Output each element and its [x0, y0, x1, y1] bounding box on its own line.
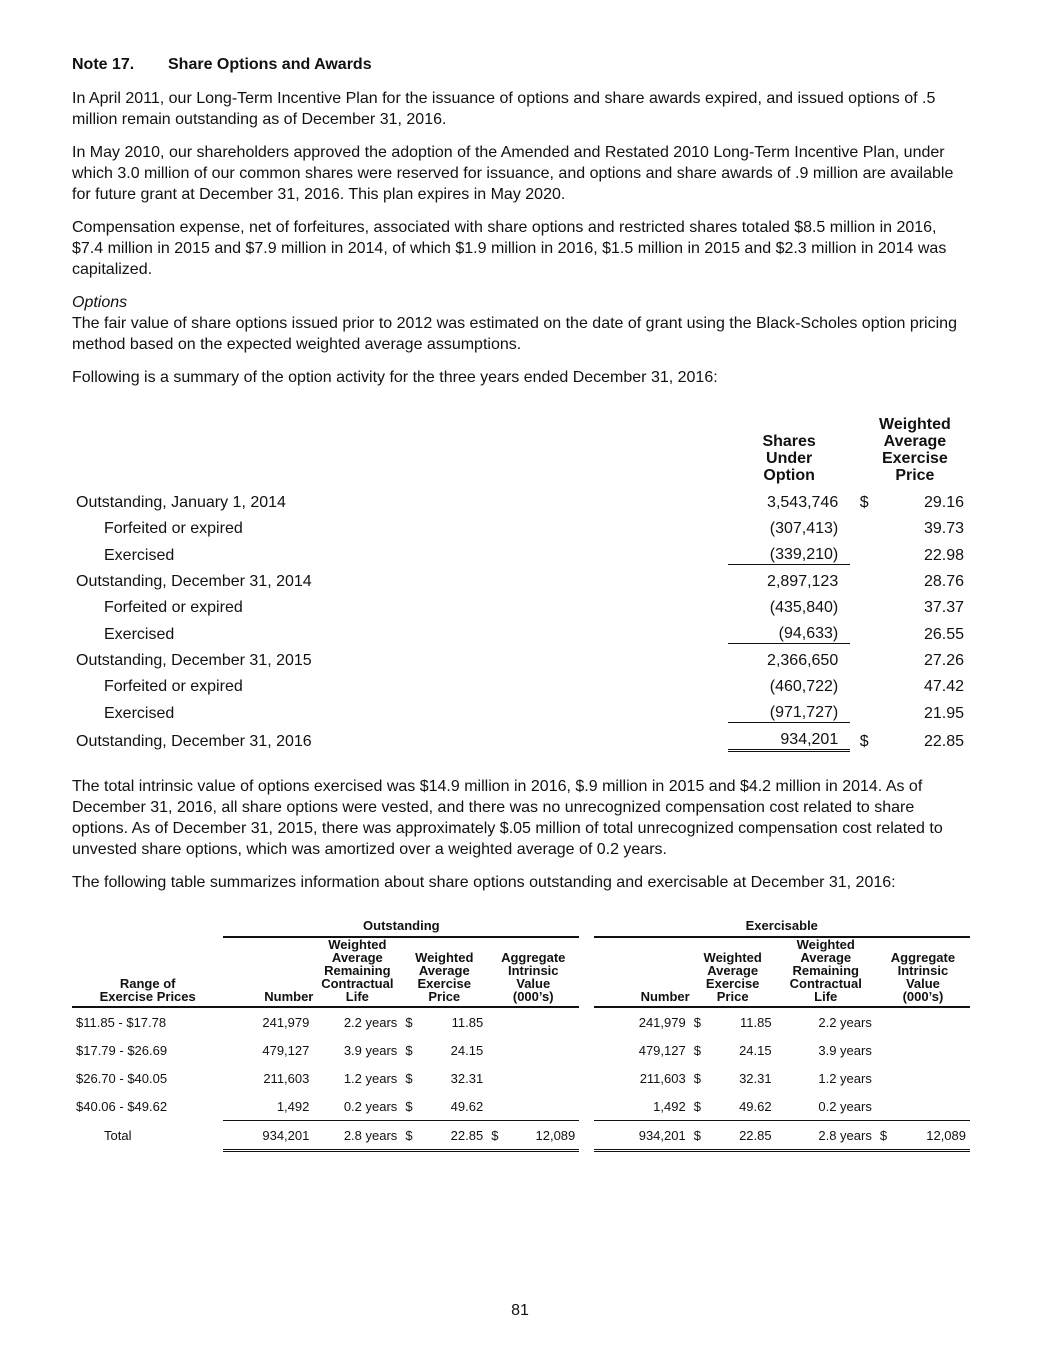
outstanding-number: 934,201: [223, 1121, 313, 1151]
weighted-average-price: 22.85: [923, 732, 964, 750]
currency-symbol: [860, 565, 878, 592]
exercisable-life: 1.2 years: [818, 1070, 872, 1086]
option-activity-table: [72, 416, 970, 752]
shares-under-option: 2,366,650: [728, 644, 850, 671]
spacer: [579, 1121, 593, 1151]
spacer: [579, 1007, 593, 1036]
row-label: Exercised: [104, 704, 175, 722]
exercisable-price: 11.85: [740, 1014, 772, 1030]
currency-symbol: $: [690, 1121, 713, 1151]
activity-row: [72, 644, 970, 671]
currency-symbol: [860, 696, 878, 723]
outstanding-number: 241,979: [262, 1014, 310, 1030]
outstanding-number: 211,603: [263, 1070, 310, 1086]
shares-under-option: 3,543,746: [767, 494, 839, 511]
range-cell: $26.70 - $40.05: [76, 1070, 168, 1086]
weighted-average-price: 22.98: [923, 546, 964, 564]
paragraph-plan-expired: In April 2011, our Long-Term Incentive Plan for the issuance of options and share awards expired, and issued options of .5 million remain outstanding as of December 31, 2016.: [72, 90, 936, 128]
currency-symbol: $: [487, 1121, 510, 1151]
currency-symbol: [876, 1007, 899, 1036]
shares-under-option: (435,840): [769, 599, 839, 616]
currency-symbol: $: [405, 1014, 413, 1030]
spacer: [579, 1064, 593, 1092]
exercisable-number: 211,603: [639, 1070, 686, 1086]
exercisable-price: 22.85: [712, 1121, 775, 1151]
paragraph-plan-2010: In May 2010, our shareholders approved the adoption of the Amended and Restated 2010 Long-Term Incentive Plan, under which 3.0 million of our common shares were reserved for issuance, and options and share awards of .9 million are available for future grant at December 31, 2016. This plan expires in May 2020.: [72, 144, 954, 203]
currency-symbol: [487, 1007, 510, 1036]
paragraph-compensation: Compensation expense, net of forfeitures, associated with share options and restricted shares totaled $8.5 million in 2016, $7.4 million in 2015 and $7.9 million in 2014, of which $1.9 million in 2016, $1.5 million in 2015 and $2.3 million in 2014 was capitalized.: [72, 219, 947, 278]
shares-under-option: 934,201: [728, 723, 850, 751]
note-number: Note 17.: [72, 56, 135, 73]
range-row: [72, 1064, 970, 1092]
row-label: Exercised: [104, 546, 175, 564]
row-label: Outstanding, January 1, 2014: [76, 494, 286, 511]
exercisable-number: 479,127: [638, 1042, 686, 1058]
exercisable-price: 32.31: [739, 1070, 772, 1086]
outstanding-intrinsic: [510, 1092, 580, 1121]
currency-symbol: [487, 1064, 510, 1092]
shares-under-option: 2,897,123: [728, 565, 850, 592]
document-page: [72, 52, 970, 1152]
activity-row: [72, 591, 970, 617]
header-o-number: Number: [223, 937, 313, 1007]
outstanding-intrinsic: [510, 1007, 580, 1036]
weighted-average-price: 26.55: [923, 625, 964, 643]
activity-row: [72, 696, 970, 723]
currency-symbol: [860, 591, 878, 617]
paragraph-intrinsic-value: The total intrinsic value of options exercised was $14.9 million in 2016, $.9 million in 2015 and $4.2 million in 2014. As of December 31, 2016, all share options were vested, and there was no unrecognized compensation cost related to share options. As of December 31, 2015, there was approximately $.05 million of total unrecognized compensation cost related to unvested share options, which was amortized over a weighted average of 0.2 years.: [72, 778, 943, 858]
currency-symbol: [860, 644, 878, 671]
currency-symbol: [860, 670, 878, 696]
outstanding-life: 1.2 years: [343, 1070, 398, 1086]
exercisable-price: 49.62: [739, 1098, 772, 1114]
currency-symbol: $: [401, 1121, 424, 1151]
header-shares-under-option: Shares Under Option: [762, 433, 816, 484]
currency-symbol: [876, 1092, 899, 1121]
range-row: [72, 1036, 970, 1064]
exercisable-intrinsic: [898, 1064, 970, 1092]
header-weighted-average-exercise-price: Weighted Average Exercise Price: [879, 416, 951, 484]
outstanding-intrinsic: [510, 1036, 580, 1064]
activity-row: [72, 670, 970, 696]
header-o-intrinsic: Aggregate Intrinsic Value (000’s): [487, 937, 579, 1007]
outstanding-price: 22.85: [424, 1121, 487, 1151]
exercisable-intrinsic: 12,089: [898, 1121, 970, 1151]
range-row: [72, 1092, 970, 1121]
header-e-intrinsic: Aggregate Intrinsic Value (000’s): [876, 937, 970, 1007]
currency-symbol: [487, 1036, 510, 1064]
outstanding-life: 3.9 years: [343, 1042, 398, 1058]
exercisable-intrinsic: [898, 1007, 970, 1036]
shares-under-option: (339,210): [769, 546, 839, 563]
outstanding-intrinsic: [510, 1064, 580, 1092]
header-o-life: Weighted Average Remaining Contractual Life: [313, 937, 401, 1007]
spacer: [579, 1036, 593, 1064]
weighted-average-price: 21.95: [923, 704, 964, 722]
activity-row: [72, 723, 970, 751]
activity-row: [72, 486, 970, 512]
outstanding-number: 1,492: [276, 1098, 310, 1114]
row-label: Forfeited or expired: [104, 678, 243, 695]
exercisable-intrinsic: [898, 1036, 970, 1064]
activity-row: [72, 512, 970, 538]
range-cell: $11.85 - $17.78: [76, 1014, 167, 1030]
row-label: Forfeited or expired: [104, 520, 243, 537]
options-subheading: Options: [72, 294, 128, 311]
outstanding-life: 0.2 years: [343, 1098, 398, 1114]
currency-symbol: $: [693, 1070, 701, 1086]
header-e-number: Number: [594, 937, 690, 1007]
paragraph-activity-intro: Following is a summary of the option activity for the three years ended December 31, 2016:: [72, 369, 718, 386]
exercisable-life: 2.2 years: [818, 1014, 872, 1030]
weighted-average-price: 28.76: [923, 573, 964, 590]
outstanding-price: 49.62: [450, 1098, 484, 1114]
weighted-average-price: 37.37: [923, 599, 964, 616]
row-label: Outstanding, December 31, 2014: [76, 573, 312, 590]
currency-symbol: $: [693, 1098, 701, 1114]
exercisable-price: 24.15: [739, 1042, 772, 1058]
outstanding-price: 11.85: [451, 1014, 484, 1030]
group-outstanding: Outstanding: [223, 919, 579, 937]
range-row: [72, 1007, 970, 1036]
exercisable-number: 1,492: [653, 1098, 686, 1114]
paragraph-fair-value: The fair value of share options issued prior to 2012 was estimated on the date of grant using the Black-Scholes option pricing method based on the expected weighted average assumptions.: [72, 315, 957, 353]
currency-symbol: $: [405, 1098, 413, 1114]
activity-row: [72, 538, 970, 565]
currency-symbol: $: [859, 494, 869, 511]
outstanding-number: 479,127: [262, 1042, 310, 1058]
shares-under-option: (971,727): [769, 704, 839, 721]
currency-symbol: $: [693, 1014, 701, 1030]
weighted-average-price: 39.73: [923, 520, 964, 537]
range-cell: $40.06 - $49.62: [76, 1098, 168, 1114]
currency-symbol: [860, 512, 878, 538]
outstanding-price: 24.15: [450, 1042, 484, 1058]
row-label: Exercised: [104, 625, 175, 643]
weighted-average-price: 47.42: [923, 678, 964, 695]
currency-symbol: [876, 1064, 899, 1092]
weighted-average-price: 29.16: [923, 494, 964, 511]
header-e-price: Weighted Average Exercise Price: [690, 937, 776, 1007]
currency-symbol: [487, 1092, 510, 1121]
row-label: Outstanding, December 31, 2015: [76, 652, 312, 669]
note-title: Share Options and Awards: [168, 56, 372, 73]
shares-under-option: (460,722): [769, 678, 839, 695]
exercisable-number: 934,201: [594, 1121, 690, 1151]
outstanding-price: 32.31: [450, 1070, 484, 1086]
currency-symbol: $: [859, 732, 869, 750]
currency-symbol: [876, 1036, 899, 1064]
range-cell: $17.79 - $26.69: [76, 1042, 168, 1058]
header-range: Range of Exercise Prices: [72, 937, 223, 1007]
exercisable-life: 0.2 years: [818, 1098, 872, 1114]
outstanding-life: 2.2 years: [343, 1014, 398, 1030]
header-o-price: Weighted Average Exercise Price: [401, 937, 487, 1007]
row-label: Forfeited or expired: [104, 599, 243, 616]
exercisable-life: 2.8 years: [776, 1121, 876, 1151]
currency-symbol: $: [693, 1042, 701, 1058]
currency-symbol: $: [876, 1121, 899, 1151]
exercisable-intrinsic: [898, 1092, 970, 1121]
activity-row: [72, 617, 970, 644]
currency-symbol: [860, 538, 878, 565]
shares-under-option: (307,413): [769, 520, 839, 537]
options-outstanding-exercisable-table: [72, 919, 970, 1152]
currency-symbol: $: [405, 1042, 413, 1058]
note-heading: [72, 56, 970, 74]
shares-under-option: (94,633): [778, 625, 839, 642]
group-exercisable: Exercisable: [594, 919, 970, 937]
weighted-average-price: 27.26: [923, 652, 964, 669]
exercisable-number: 241,979: [638, 1014, 686, 1030]
page-number: 81: [511, 1302, 529, 1319]
outstanding-life: 2.8 years: [313, 1121, 401, 1151]
range-cell: Total: [104, 1128, 132, 1143]
currency-symbol: $: [405, 1070, 413, 1086]
row-label: Outstanding, December 31, 2016: [76, 732, 312, 750]
currency-symbol: [860, 617, 878, 644]
header-e-life: Weighted Average Remaining Contractual Life: [776, 937, 876, 1007]
activity-row: [72, 565, 970, 592]
total-row: [72, 1121, 970, 1151]
spacer: [579, 1092, 593, 1121]
outstanding-intrinsic: 12,089: [510, 1121, 580, 1151]
paragraph-ox-intro: The following table summarizes information about share options outstanding and exercisable at December 31, 2016:: [72, 874, 896, 891]
exercisable-life: 3.9 years: [818, 1042, 872, 1058]
